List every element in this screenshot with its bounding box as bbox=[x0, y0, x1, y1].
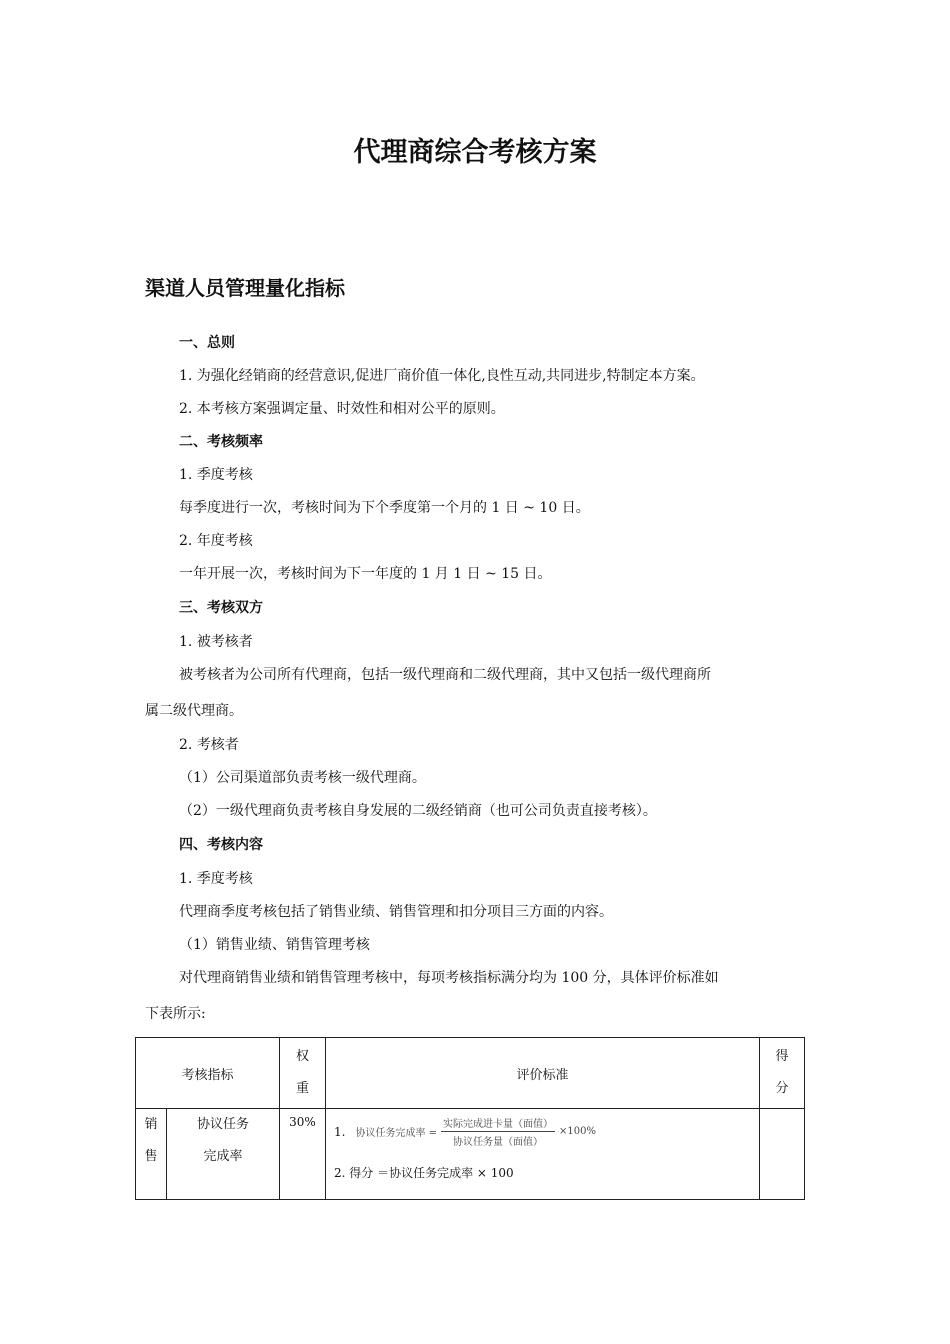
indicator-cell bbox=[167, 1109, 280, 1200]
formula-fraction bbox=[441, 1115, 555, 1148]
formula-numerator: 实际完成进卡量（面值） bbox=[441, 1115, 555, 1132]
paragraph-assessee-1: 被考核者为公司所有代理商，包括一级代理商和二级代理商，其中又包括一级代理商所 bbox=[179, 667, 711, 683]
header-score bbox=[760, 1038, 805, 1109]
heading-parties: 三、考核双方 bbox=[179, 600, 263, 616]
table-header-row bbox=[136, 1038, 805, 1109]
paragraph-content-3: 下表所示: bbox=[145, 1006, 206, 1022]
table-row bbox=[136, 1109, 805, 1200]
category-cell bbox=[136, 1109, 167, 1200]
header-weight bbox=[280, 1038, 326, 1109]
item-quarterly-content: 1. 季度考核 bbox=[179, 871, 253, 887]
section-title: 渠道人员管理量化指标 bbox=[145, 276, 345, 300]
document-title: 代理商综合考核方案 bbox=[353, 137, 597, 168]
formula-multiplier: ×100% bbox=[559, 1126, 596, 1137]
paragraph-assessee-2: 属二级代理商。 bbox=[145, 703, 243, 719]
paragraph-content-2: 对代理商销售业绩和销售管理考核中，每项考核指标满分均为 100 分，具体评价标准如 bbox=[179, 970, 719, 986]
weight-cell: 30% bbox=[280, 1109, 326, 1200]
formula-lhs: 协议任务完成率 = bbox=[355, 1128, 438, 1139]
paragraph-quarterly: 每季度进行一次，考核时间为下个季度第一个月的 1 日 ~ 10 日。 bbox=[179, 500, 590, 516]
item-sales-performance: （1）销售业绩、销售管理考核 bbox=[179, 937, 370, 953]
header-weight-char-2: 重 bbox=[295, 1081, 309, 1096]
score-cell bbox=[760, 1109, 805, 1200]
paragraph-general-1: 1. 为强化经销商的经营意识,促进厂商价值一体化,良性互动,共同进步,特制定本方案。 bbox=[179, 368, 705, 384]
paragraph-assessor-1: （1）公司渠道部负责考核一级代理商。 bbox=[179, 770, 426, 786]
category-char-1: 销 bbox=[144, 1117, 158, 1132]
criteria-cell bbox=[326, 1109, 760, 1200]
paragraph-content-1: 代理商季度考核包括了销售业绩、销售管理和扣分项目三方面的内容。 bbox=[179, 904, 613, 920]
paragraph-general-2: 2. 本考核方案强调定量、时效性和相对公平的原则。 bbox=[179, 401, 505, 417]
item-assessee: 1. 被考核者 bbox=[179, 634, 253, 650]
evaluation-table bbox=[135, 1037, 805, 1200]
formula-denominator: 协议任务量（面值） bbox=[453, 1137, 544, 1148]
completion-rate-formula bbox=[334, 1115, 759, 1148]
item-quarterly: 1. 季度考核 bbox=[179, 467, 253, 483]
item-assessor: 2. 考核者 bbox=[179, 737, 239, 753]
item-annual: 2. 年度考核 bbox=[179, 533, 253, 549]
header-score-char-1: 得 bbox=[775, 1049, 789, 1064]
indicator-line-2: 完成率 bbox=[203, 1149, 243, 1164]
paragraph-assessor-2: （2）一级代理商负责考核自身发展的二级经销商（也可公司负责直接考核）。 bbox=[179, 803, 657, 819]
header-score-char-2: 分 bbox=[775, 1081, 789, 1096]
header-criteria: 评价标准 bbox=[326, 1038, 760, 1109]
heading-content: 四、考核内容 bbox=[179, 837, 263, 853]
score-rule: 2. 得分 ＝协议任务完成率 × 100 bbox=[334, 1166, 514, 1180]
header-indicator: 考核指标 bbox=[136, 1038, 280, 1109]
category-char-2: 售 bbox=[144, 1149, 158, 1164]
heading-general: 一、总则 bbox=[179, 335, 235, 351]
heading-frequency: 二、考核频率 bbox=[179, 434, 263, 450]
indicator-line-1: 协议任务 bbox=[196, 1117, 249, 1132]
formula-index: 1. bbox=[334, 1124, 346, 1139]
paragraph-annual: 一年开展一次，考核时间为下一年度的 1 月 1 日 ~ 15 日。 bbox=[179, 566, 552, 582]
header-weight-char-1: 权 bbox=[295, 1049, 309, 1064]
